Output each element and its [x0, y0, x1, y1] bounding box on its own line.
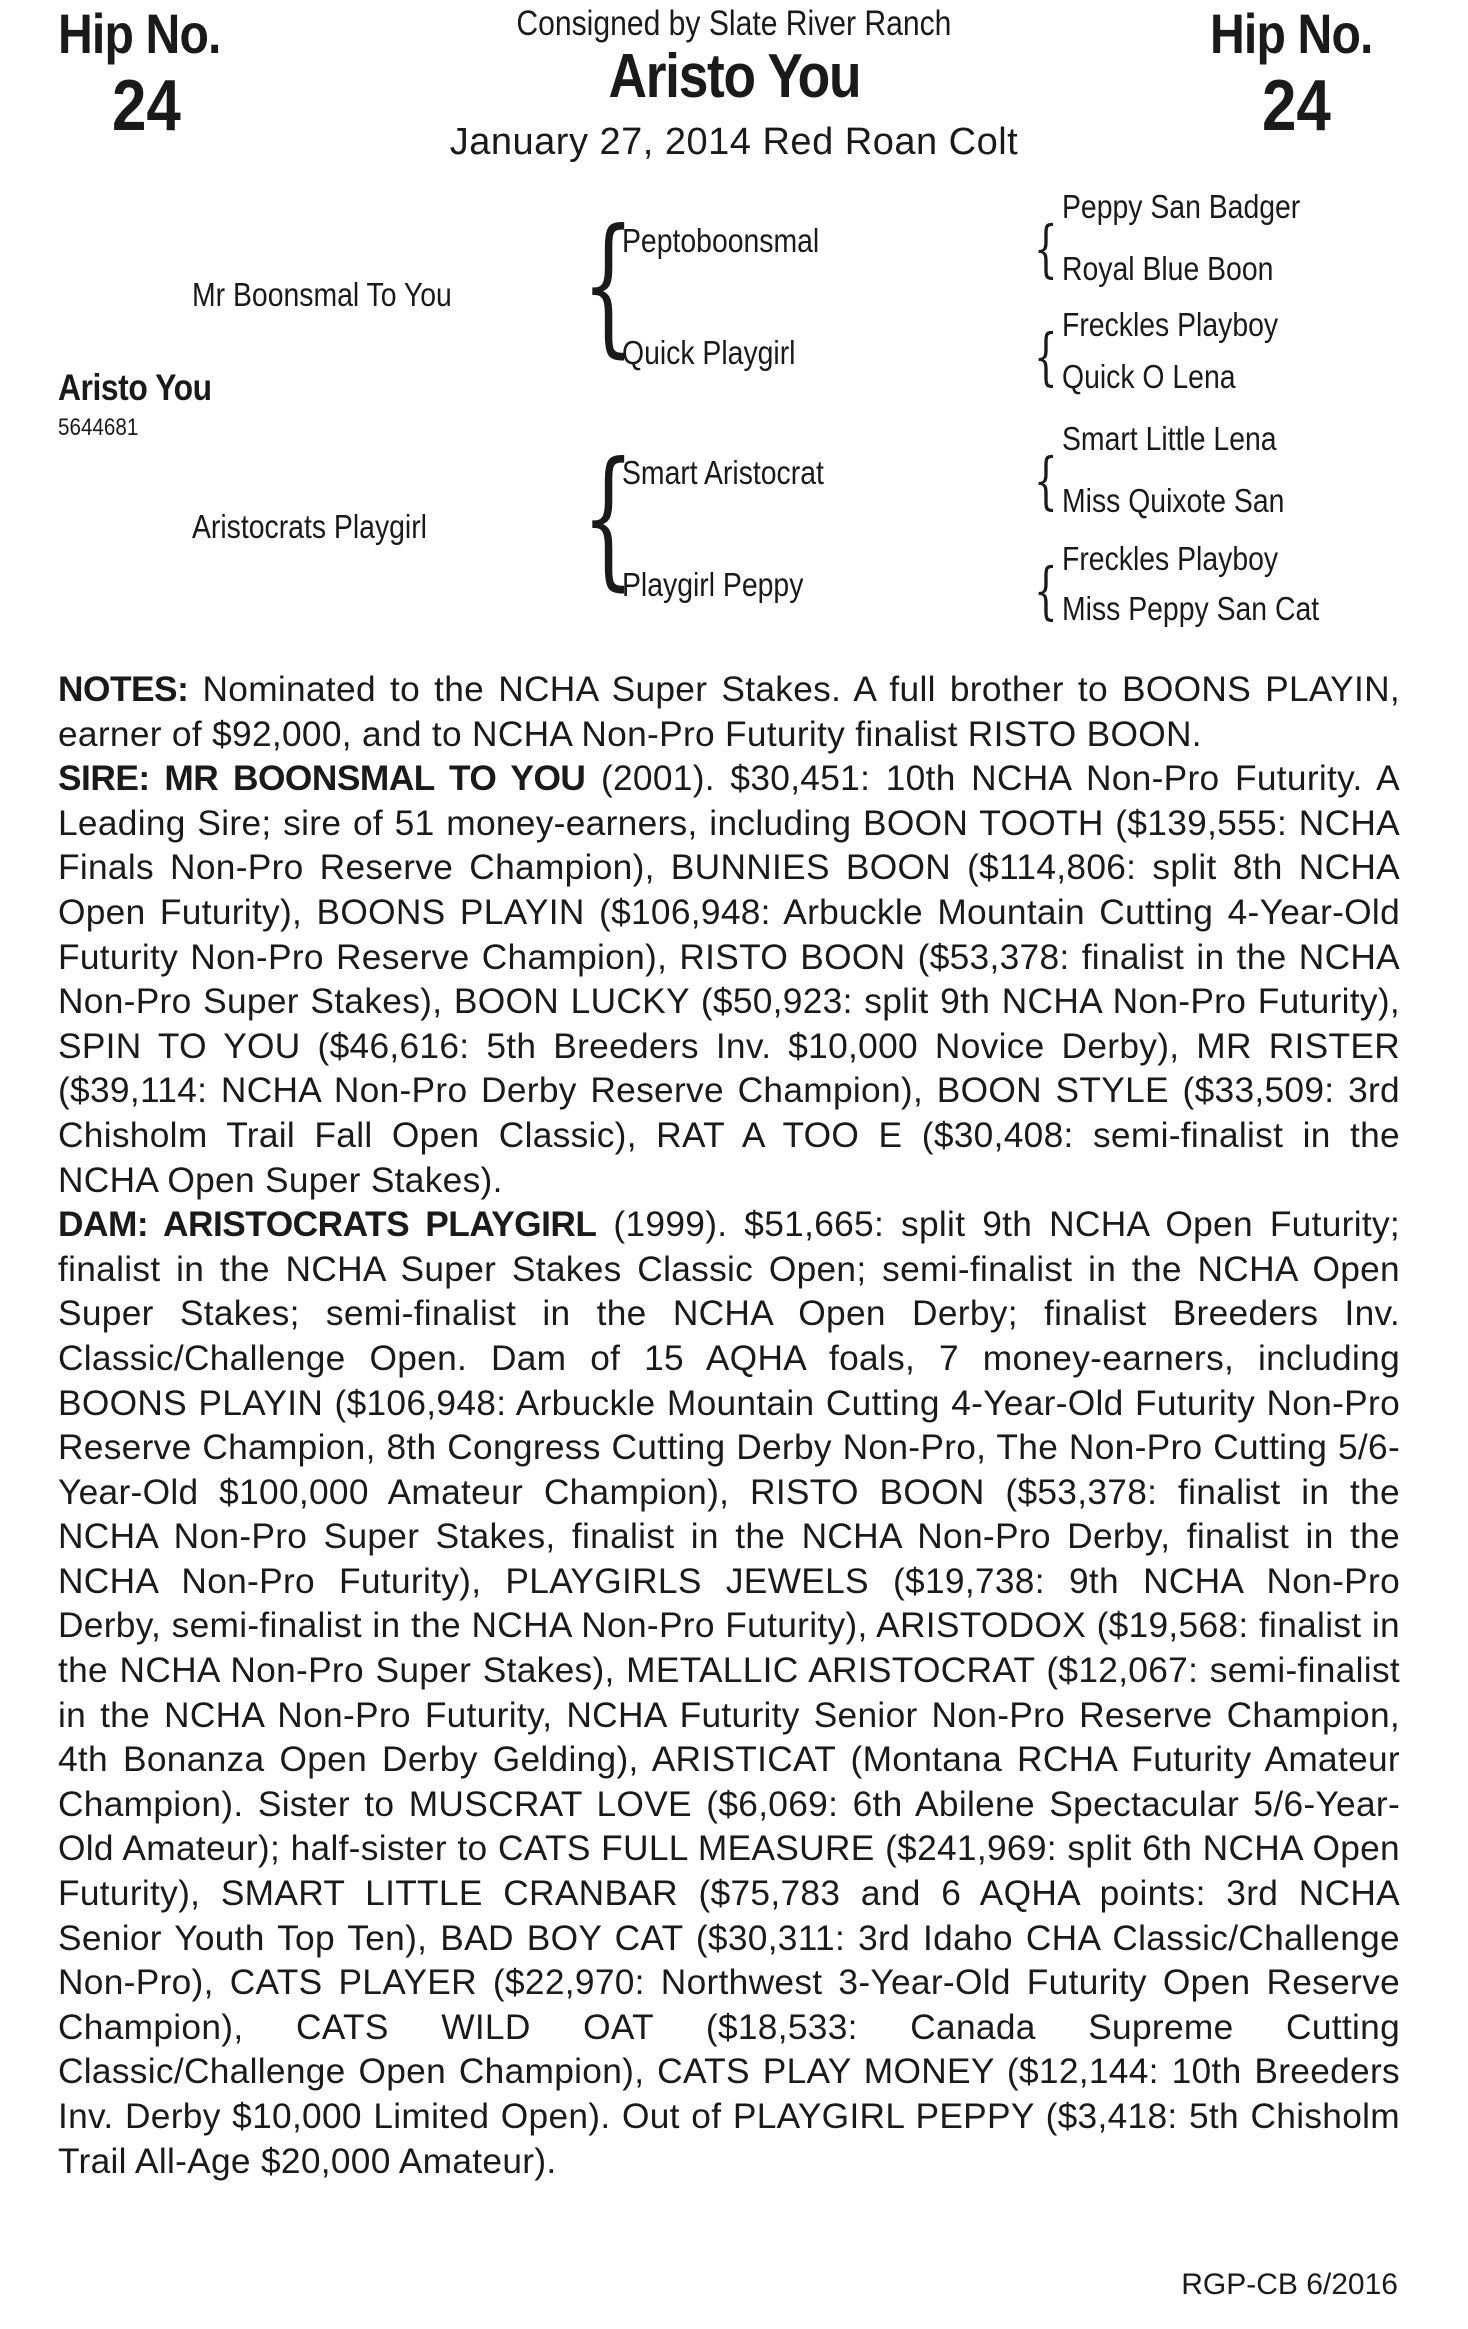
hip-label-right: Hip No. [1210, 2, 1373, 65]
dam-brace: { [582, 431, 635, 605]
ancestor-1: Peppy San Badger [1062, 188, 1301, 225]
ancestor-5: Smart Little Lena [1062, 420, 1277, 457]
foaling-info: January 27, 2014 Red Roan Colt [449, 121, 1019, 163]
ancestor-7: Freckles Playboy [1062, 540, 1279, 577]
dam-text: (1999). $51,665: split 9th NCHA Open Futurity; finalist in the NCHA Super Stakes Classic Open; semi-finalist in the NCHA Open Super Stakes; semi-finalist in the NCHA Open Derby; finalist Breeders Inv. Classic/Challenge Open. Dam of 15 AQHA foals, 7 money-earners, including BOONS PLAYIN ($106,948: Arbuckle Mountain Cutting 4-Year-Old Futurity Non-Pro Reserve Champion, 8th Congress Cutting Derby Non-Pro, The Non-Pro Cutting 5/6-Year-Old $100,000 Amateur Champion), RISTO BOON ($53,378: finalist in the NCHA Non-Pro Super Stakes, finalist in the NCHA Non-Pro Derby, finalist in the NCHA Non-Pro Futurity), PLAYGIRLS JEWELS ($19,738: 9th NCHA Non-Pro Derby, semi-finalist in the NCHA Non-Pro Futurity), ARISTODOX ($19,568: finalist in the NCHA Non-Pro Super Stakes), METALLIC ARISTOCRAT ($12,067: semi-finalist in the NCHA Non-Pro Futurity, NCHA Futurity Senior Non-Pro Reserve Champion, 4th Bonanza Open Derby Gelding), ARISTICAT (Montana RCHA Futurity Amateur Champion). Sister to MUSCRAT LOVE ($6,069: 6th Abilene Spectacular 5/6-Year-Old Amateur); half-sister to CATS FULL MEASURE ($241,969: split 6th NCHA Open Futurity), SMART LITTLE CRANBAR ($75,783 and 6 AQHA points: 3rd NCHA Senior Youth Top Ten), BAD BOY CAT ($30,311: 3rd Idaho CHA Classic/Challenge Non-Pro), CATS PLAYER ($22,970: Northwest 3-Year-Old Futurity Open Reserve Champion), CATS WILD OAT ($18,533: Canada Supreme Cutting Classic/Challenge Open Champion), CATS PLAY MONEY ($12,144: 10th Breeders Inv. Derby $10,000 Limited Open). Out of PLAYGIRL PEPPY ($3,418: 5th Chisholm Trail All-Age $20,000 Amateur). [58, 1205, 1401, 2181]
ancestor-6: Miss Quixote San [1062, 482, 1285, 519]
horse-name: Aristo You [608, 42, 860, 111]
hip-number-right: 24 [1262, 66, 1331, 146]
sire-paragraph [58, 757, 1400, 1203]
hip-label-left: Hip No. [58, 2, 221, 65]
notes-paragraph [58, 668, 1400, 757]
notes-text: Nominated to the NCHA Super Stakes. A full brother to BOONS PLAYIN, earner of $92,000, and to NCHA Non-Pro Futurity finalist RISTO BOON. [58, 670, 1400, 754]
ancestor-4: Quick O Lena [1062, 358, 1236, 395]
dam-sire-name: Smart Aristocrat [622, 454, 824, 491]
brace-gen3-1: { [1034, 212, 1058, 285]
sire-dam-name: Quick Playgirl [622, 334, 796, 371]
sire-text: (2001). $30,451: 10th NCHA Non-Pro Futurity. A Leading Sire; sire of 51 money-earners, including BOON TOOTH ($139,555: NCHA Finals Non-Pro Reserve Champion), BUNNIES BOON ($114,806: split 8th NCHA Open Futurity), BOONS PLAYIN ($106,948: Arbuckle Mountain Cutting 4-Year-Old Futurity Non-Pro Reserve Champion), RISTO BOON ($53,378: finalist in the NCHA Non-Pro Super Stakes), BOON LUCKY ($50,923: split 9th NCHA Non-Pro Futurity), SPIN TO YOU ($46,616: 5th Breeders Inv. $10,000 Novice Derby), MR RISTER ($39,114: NCHA Non-Pro Derby Reserve Champion), BOON STYLE ($33,509: 3rd Chisholm Trail Fall Open Classic), RAT A TOO E ($30,408: semi-finalist in the NCHA Open Super Stakes). [58, 759, 1401, 1200]
dam-name: Aristocrats Playgirl [192, 508, 427, 545]
dam-label: DAM: ARISTOCRATS PLAYGIRL [58, 1205, 597, 1245]
registration-number: 5644681 [58, 414, 139, 441]
dam-dam-name: Playgirl Peppy [622, 566, 804, 603]
dam-paragraph [58, 1203, 1400, 2184]
ancestor-3: Freckles Playboy [1062, 306, 1279, 343]
reference-code: RGP-CB 6/2016 [1181, 2268, 1398, 2301]
sire-name: Mr Boonsmal To You [192, 276, 452, 313]
pedigree-subject: Aristo You [58, 367, 212, 408]
brace-gen3-2: { [1034, 320, 1058, 393]
sire-sire-name: Peptoboonsmal [622, 222, 820, 259]
notes-section [58, 668, 1400, 2184]
ancestor-8: Miss Peppy San Cat [1062, 590, 1320, 627]
ancestor-2: Royal Blue Boon [1062, 250, 1274, 287]
brace-gen3-4: { [1034, 554, 1058, 627]
sire-brace: { [582, 198, 635, 372]
consignor: Consigned by Slate River Ranch [516, 4, 952, 43]
notes-label: NOTES: [58, 670, 189, 709]
sire-label: SIRE: MR BOONSMAL TO YOU [58, 759, 586, 799]
hip-number-left: 24 [112, 66, 181, 146]
brace-gen3-3: { [1034, 444, 1058, 517]
